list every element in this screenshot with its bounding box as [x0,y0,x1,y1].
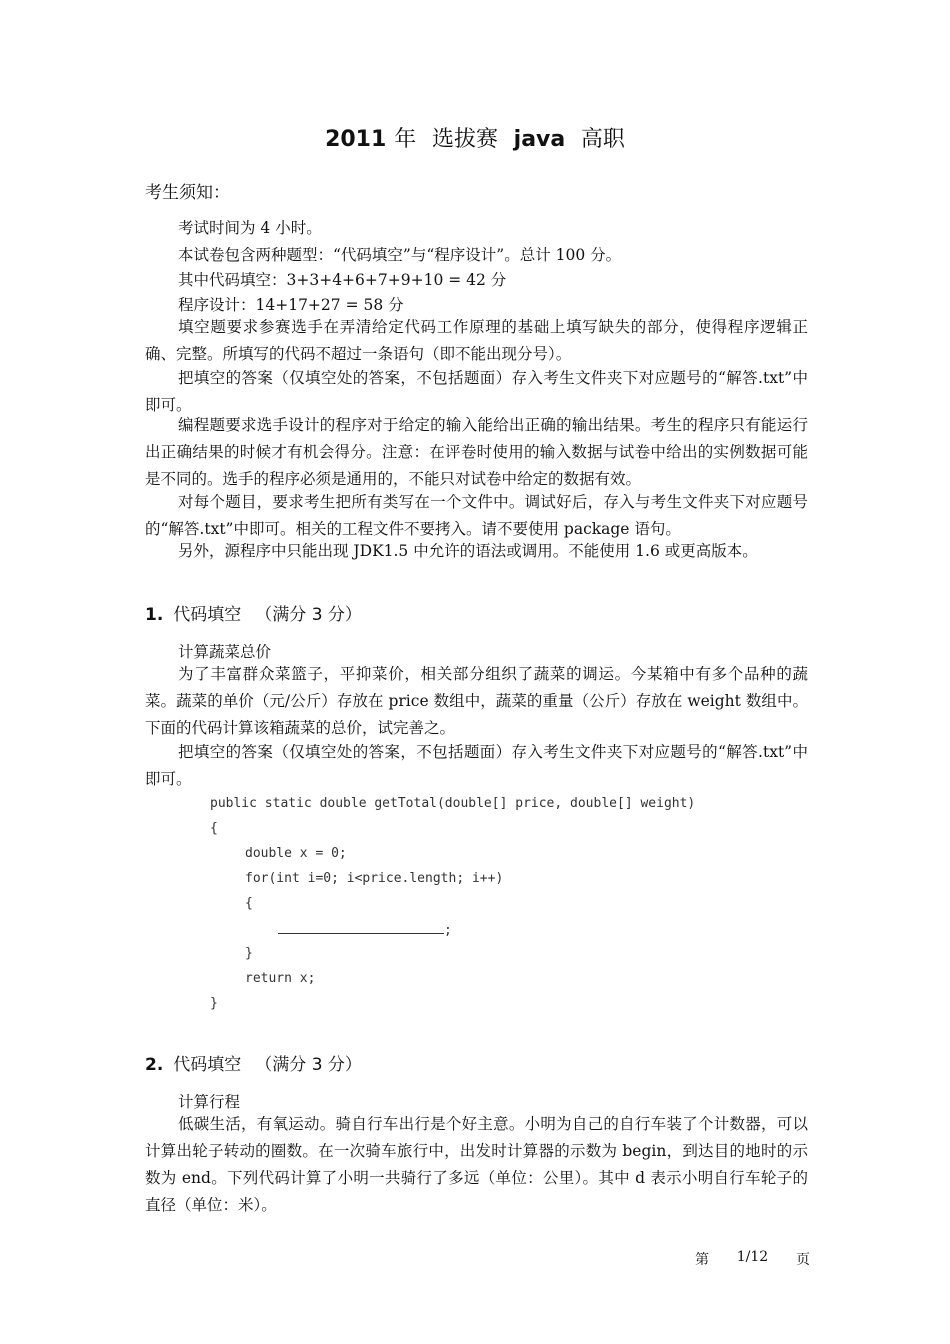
question-1-number: 1. [145,605,164,625]
question-1-heading [145,600,362,625]
notice-line-2: 本试卷包含两种题型：“代码填空”与“程序设计”。总计 100 分。 [178,246,622,264]
question-2-type: 代码填空 [173,1055,242,1075]
question-2-description: 低碳生活，有氧运动。骑自行车出行是个好主意。小明为自己的自行车装了个计数器，可以计算出轮子转动的圈数。在一次骑车旅行中，出发时计算器的示数为 begin，到达目的地时的示数为 end。下列代码计算了小明一共骑行了多远（单位：公里）。其中 d 表示小明自行车轮子的直径（单位：米）。 [145,1115,808,1214]
title-level: 高职 [580,127,625,152]
question-1-answer-note: 把填空的答案（仅填空处的答案，不包括题面）存入考生文件夹下对应题号的“解答.txt”中即可。 [145,743,808,788]
footer-prefix: 第 [695,1252,709,1268]
page-title [0,122,950,153]
code-line-for: for(int i=0; i<price.length; i++) [245,871,504,886]
question-2-heading [145,1050,362,1075]
title-event: 选拔赛 [431,127,498,152]
notice-paragraph-programming: 编程题要求选手设计的程序对于给定的输入能给出正确的输出结果。考生的程序只有能运行出正确结果的时候才有机会得分。注意：在评卷时使用的输入数据与试卷中给出的实例数据可能是不同的。选手的程序必须是通用的，不能只对试卷中给定的数据有效。 [145,416,808,488]
question-2-score-text: （满分 3 分） [255,1055,362,1075]
question-1-subtitle: 计算蔬菜总价 [178,643,272,661]
code-line-init: double x = 0; [245,846,347,861]
title-year: 2011 [325,127,387,152]
notice-paragraph-class: 对每个题目，要求考生把所有类写在一个文件中。调试好后，存入与考生文件夹下对应题号的“解答.txt”中即可。相关的工程文件不要拷入。请不要使用 package 语句。 [145,493,808,538]
notice-line-1: 考试时间为 4 小时。 [178,219,322,237]
question-1-type: 代码填空 [173,605,242,625]
answer-blank[interactable] [278,921,444,934]
question-1-score-text: （满分 3 分） [255,605,362,625]
notice-heading: 考生须知： [145,183,230,203]
title-nian: 年 [394,127,417,152]
code-semicolon: ; [444,923,452,938]
question-2-subtitle: 计算行程 [178,1093,241,1111]
notice-paragraph-jdk: 另外，源程序中只能出现 JDK1.5 中允许的语法或调用。不能使用 1.6 或更高版本。 [178,542,758,560]
notice-paragraph-fill: 填空题要求参赛选手在弄清给定代码工作原理的基础上填写缺失的部分，使得程序逻辑正确、完整。所填写的代码不超过一条语句（即不能出现分号）。 [145,318,808,363]
page-footer [695,1249,810,1269]
code-line-close-brace: } [210,996,218,1011]
notice-line-3: 其中代码填空：3+3+4+6+7+9+10 = 42 分 [178,271,507,289]
code-line-return: return x; [245,971,316,986]
footer-suffix: 页 [795,1252,810,1268]
title-lang: java [513,127,566,152]
code-line-for-close: } [245,946,253,961]
code-line-signature: public static double getTotal(double[] price, double[] weight) [210,796,696,811]
question-2-number: 2. [145,1055,164,1075]
notice-paragraph-answer: 把填空的答案（仅填空处的答案，不包括题面）存入考生文件夹下对应题号的“解答.txt”中即可。 [145,369,808,414]
code-line-for-open: { [245,896,253,911]
code-line-blank [278,921,452,938]
footer-page-number: 1/12 [736,1249,769,1265]
notice-line-4: 程序设计：14+17+27 = 58 分 [178,296,404,314]
question-1-score [255,605,362,625]
question-1-description: 为了丰富群众菜篮子，平抑菜价，相关部分组织了蔬菜的调运。今某箱中有多个品种的蔬菜。蔬菜的单价（元/公斤）存放在 price 数组中，蔬菜的重量（公斤）存放在 weight 数组中。下面的代码计算该箱蔬菜的总价，试完善之。 [145,665,808,737]
code-line-open-brace: { [210,821,218,836]
question-2-score [255,1055,362,1075]
